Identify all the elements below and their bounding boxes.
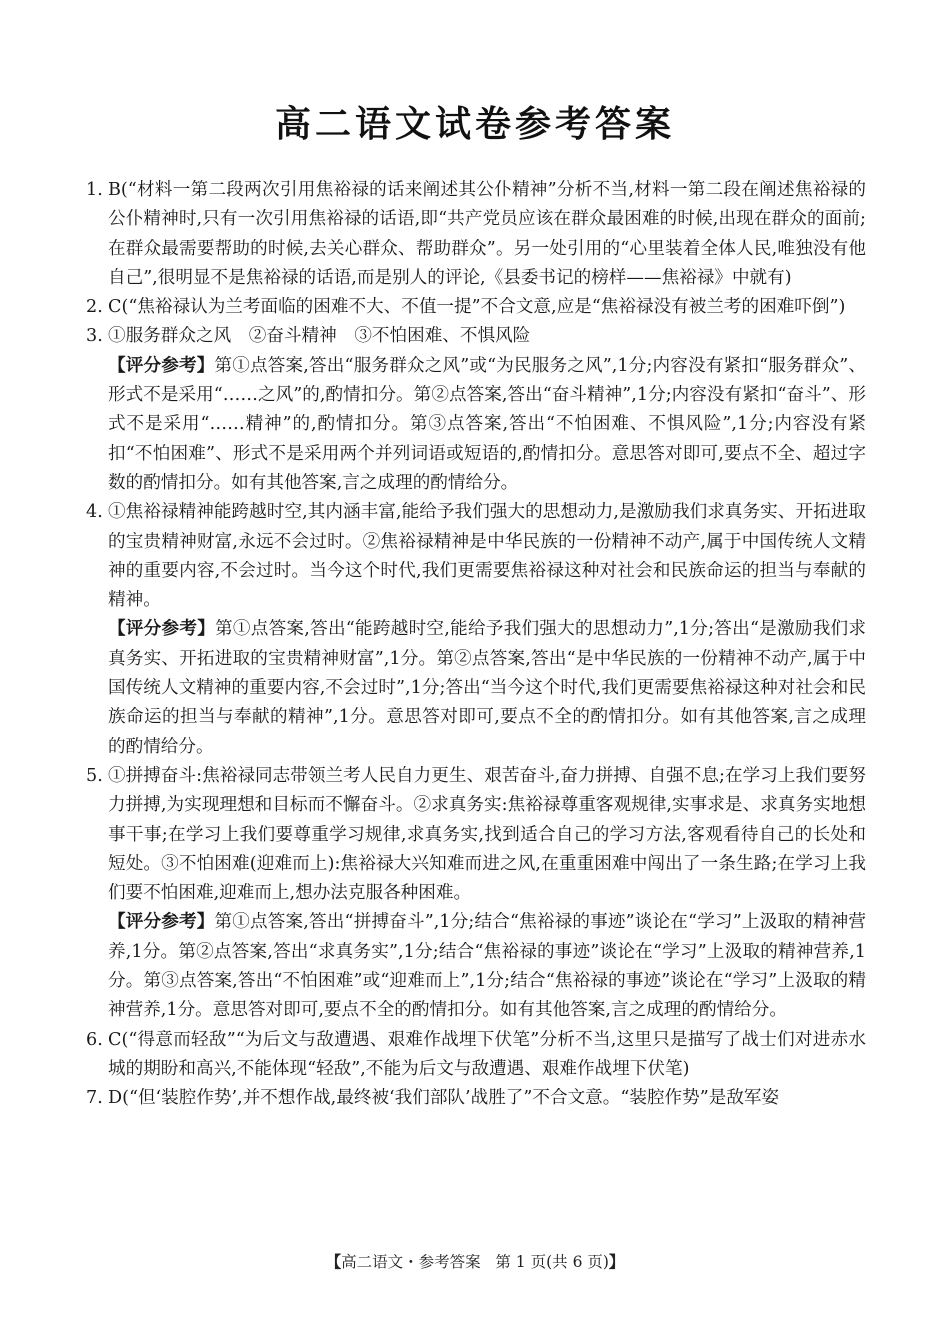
footer-bracket-open: 【 xyxy=(325,1253,342,1271)
item-number: 2. xyxy=(86,297,103,318)
answer-list xyxy=(86,176,866,1114)
item-text: D(“但‘装腔作势’,并不想作战,最终被‘我们部队’战胜了”不合文意。“装腔作势”是敌军姿 xyxy=(108,1088,780,1109)
answer-item-7 xyxy=(86,1084,866,1113)
item-number: 1. xyxy=(86,180,103,200)
answer-item-3 xyxy=(86,322,866,351)
answer-item-4 xyxy=(86,498,866,615)
item-number: 6. xyxy=(86,1029,103,1050)
answer-item-6 xyxy=(86,1026,866,1085)
scoring-reference-5 xyxy=(86,908,866,1025)
answer-item-5 xyxy=(86,762,866,908)
answer-item-1 xyxy=(86,176,866,293)
page-footer xyxy=(0,1250,950,1272)
item-text: ①焦裕禄精神能跨越时空,其内涵丰富,能给予我们强大的思想动力,是激励我们求真务实、开拓进取的宝贵精神财富,永远不会过时。②焦裕禄精神是中华民族的一份精神不动产,属于中国传统人文精神的重要内容,不会过时。当今这个时代,我们更需要焦裕禄这种对社会和民族命运的担当与奉献的精神。 xyxy=(108,502,866,611)
scoring-tag: 【评分参考】 xyxy=(108,912,215,933)
scoring-text: 第①点答案,答出“拼搏奋斗”,1分;结合“焦裕禄的事迹”谈论在“学习”上汲取的精神营养,1分。第②点答案,答出“求真务实”,1分;结合“焦裕禄的事迹”谈论在“学习”上汲取的精神营养,1分。第③点答案,答出“不怕困难”或“迎难而上”,1分;结合“焦裕禄的事迹”谈论在“学习”上汲取的精神营养,1分。意思答对即可,要点不全的酌情扣分。如有其他答案,言之成理的酌情给分。 xyxy=(108,912,866,1021)
item-text: C(“得意而轻敌”“为后文与敌遭遇、艰难作战埋下伏笔”分析不当,这里只是描写了战士们对进赤水城的期盼和高兴,不能体现“轻敌”,不能为后文与敌遭遇、艰难作战埋下伏笔) xyxy=(108,1029,866,1079)
scoring-reference-4 xyxy=(86,615,866,761)
footer-bracket-close: 】 xyxy=(608,1253,625,1271)
item-text: C(“焦裕禄认为兰考面临的困难不大、不值一提”不合文意,应是“焦裕禄没有被兰考的困难吓倒”) xyxy=(108,297,846,318)
item-text: B(“材料一第二段两次引用焦裕禄的话来阐述其公仆精神”分析不当,材料一第二段在阐述焦裕禄的公仆精神时,只有一次引用焦裕禄的话语,即“共产党员应该在群众最困难的时候,出现在群众的面前;在群众最需要帮助的时候,去关心群众、帮助群众”。另一处引用的“心里装着全体人民,唯独没有他自己”,很明显不是焦裕禄的话语,而是别人的评论,《县委书记的榜样——焦裕禄》中就有) xyxy=(108,180,866,288)
scoring-tag: 【评分参考】 xyxy=(108,355,215,376)
answer-item-2 xyxy=(86,293,866,322)
footer-page-number: 第 1 页(共 6 页) xyxy=(495,1253,609,1271)
item-number: 5. xyxy=(86,765,103,786)
scoring-text: 第①点答案,答出“能跨越时空,能给予我们强大的思想动力”,1分;答出“是激励我们求真务实、开拓进取的宝贵精神财富”,1分。第②点答案,答出“是中华民族的一份精神不动产,属于中国传统人文精神的重要内容,不会过时”,1分;答出“当今这个时代,我们更需要焦裕禄这种对社会和民族命运的担当与奉献的精神”,1分。意思答对即可,要点不全的酌情扣分。如有其他答案,言之成理的酌情给分。 xyxy=(108,619,866,757)
item-number: 7. xyxy=(86,1088,103,1109)
item-text: ①拼搏奋斗:焦裕禄同志带领兰考人民自力更生、艰苦奋斗,奋力拼搏、自强不息;在学习上我们要努力拼搏,为实现理想和目标而不懈奋斗。②求真务实:焦裕禄尊重客观规律,实事求是、求真务实地想事干事;在学习上我们要尊重学习规律,求真务实,找到适合自己的学习方法,客观看待自己的长处和短处。③不怕困难(迎难而上):焦裕禄大兴知难而进之风,在重重困难中闯出了一条生路;在学习上我们要不怕困难,迎难而上,想办法克服各种困难。 xyxy=(108,765,866,904)
item-text: ①服务群众之风 ②奋斗精神 ③不怕困难、不惧风险 xyxy=(108,326,531,347)
scoring-text: 第①点答案,答出“服务群众之风”或“为民服务之风”,1分;内容没有紧扣“服务群众”、形式不是采用“……之风”的,酌情扣分。第②点答案,答出“奋斗精神”,1分;内容没有紧扣“奋斗”、形式不是采用“……精神”的,酌情扣分。第③点答案,答出“不怕困难、不惧风险”,1分;内容没有紧扣“不怕困难”、形式不是采用两个并列词语或短语的,酌情扣分。意思答对即可,要点不全、超过字数的酌情扣分。如有其他答案,言之成理的酌情给分。 xyxy=(108,355,866,493)
page-title: 高二语文试卷参考答案 xyxy=(274,104,675,145)
item-number: 4. xyxy=(86,502,103,523)
item-number: 3. xyxy=(86,326,103,347)
scoring-reference-3 xyxy=(86,352,866,498)
footer-label: 高二语文・参考答案 xyxy=(341,1253,481,1271)
scoring-tag: 【评分参考】 xyxy=(108,619,216,640)
